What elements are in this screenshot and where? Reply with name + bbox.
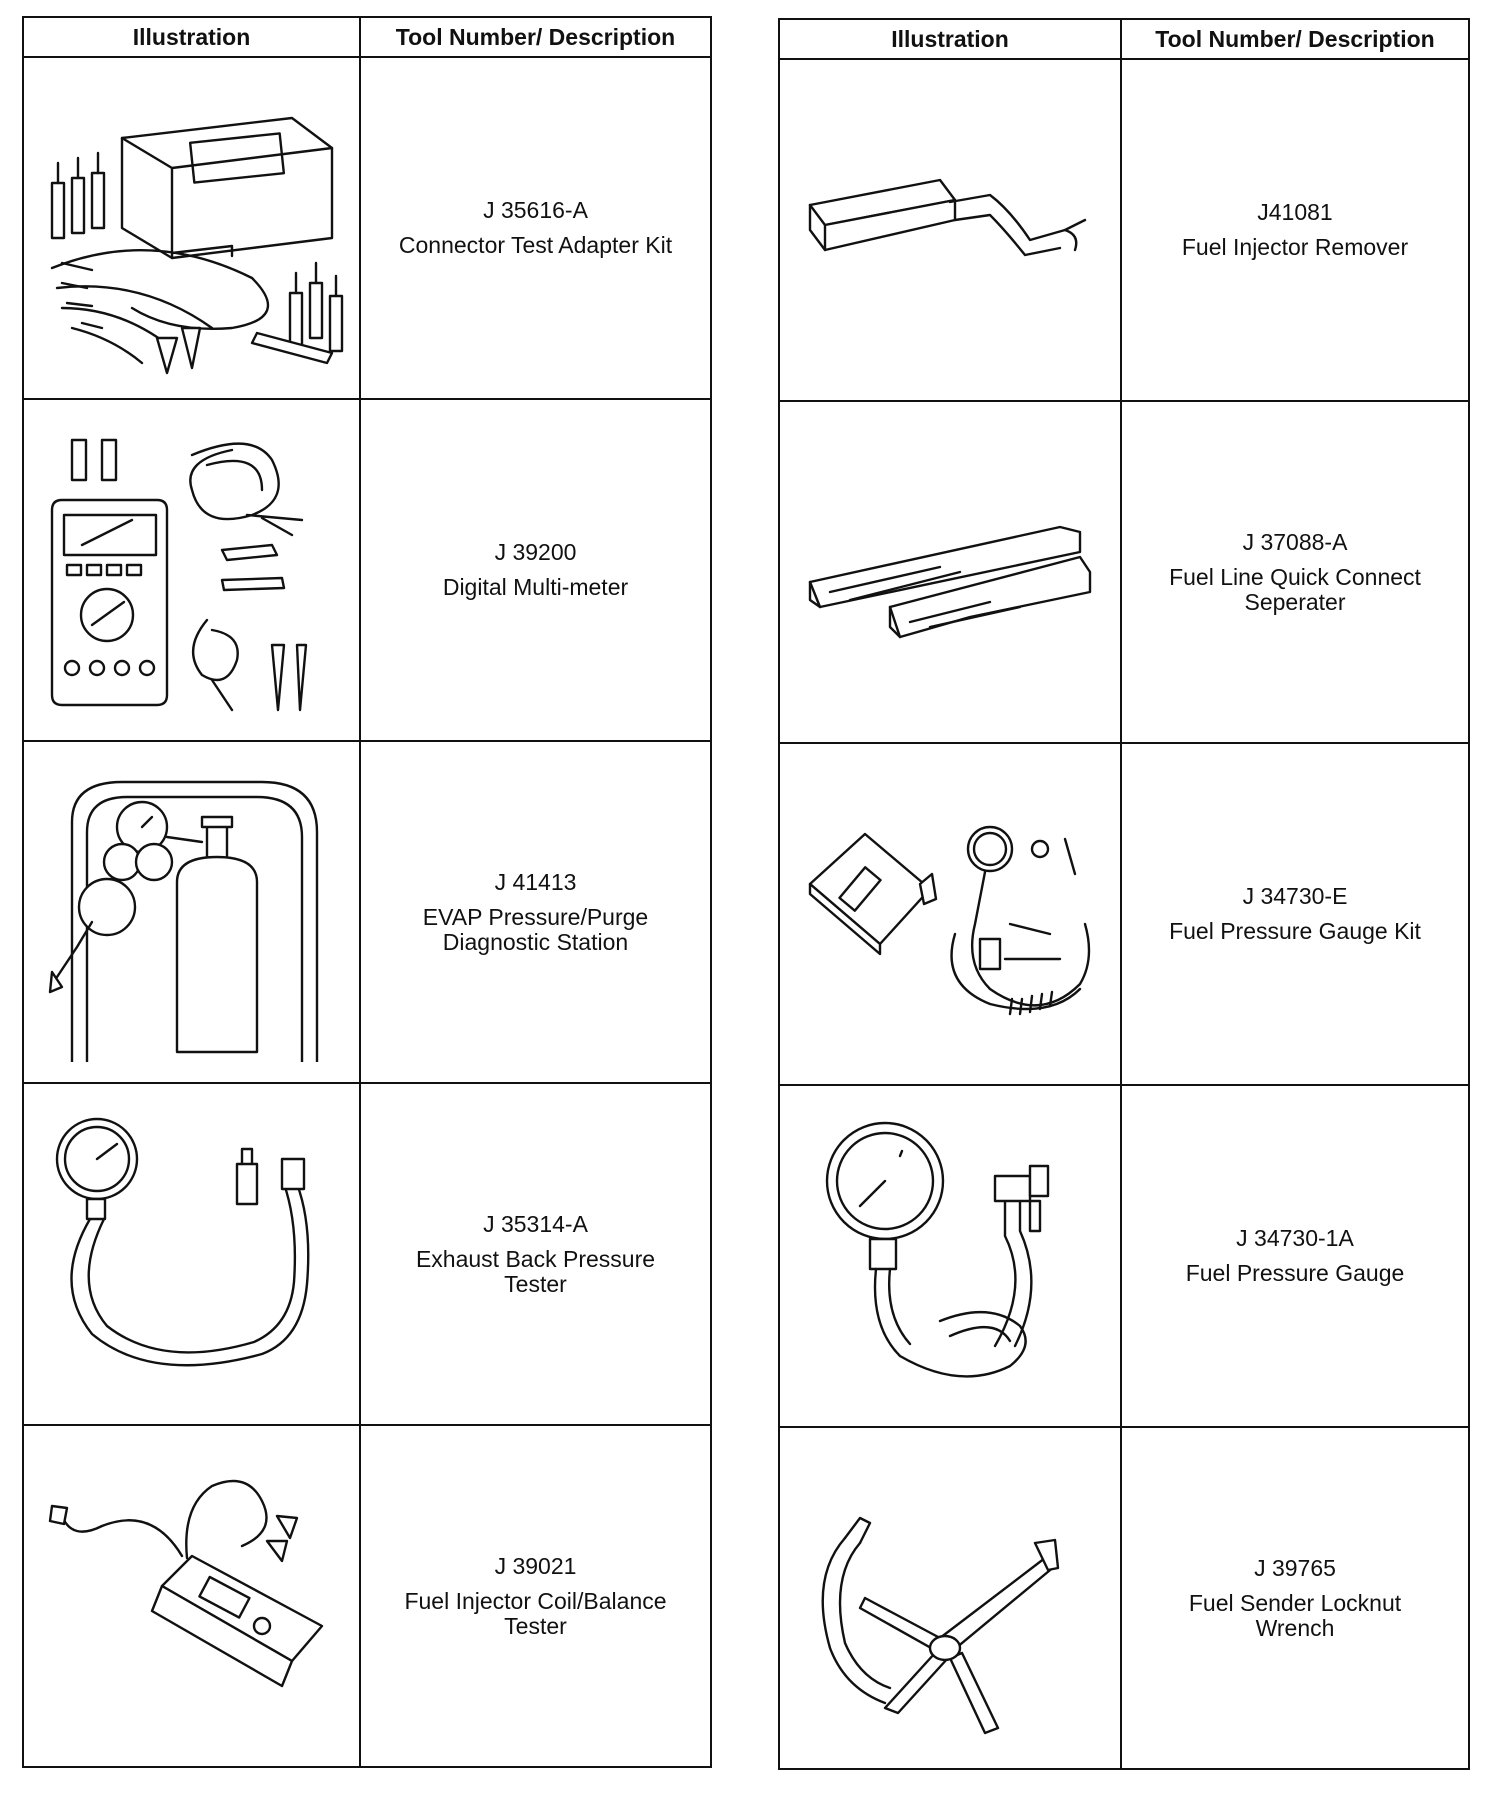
tool-number: J41081 xyxy=(1257,199,1333,225)
fuel-injector-remover-illustration xyxy=(790,80,1110,380)
fuel-line-quick-connect-separator-illustration xyxy=(790,422,1110,722)
table-row xyxy=(23,57,711,399)
illustration-cell xyxy=(23,741,360,1083)
tool-description-cell xyxy=(1121,743,1469,1085)
tool-description: EVAP Pressure/Purge Diagnostic Station xyxy=(422,903,649,955)
table-row xyxy=(23,1083,711,1425)
header-illustration: Illustration xyxy=(779,19,1121,59)
tool-number: J 34730-1A xyxy=(1236,1225,1354,1251)
tool-description-cell xyxy=(360,1425,711,1767)
tool-description: Digital Multi-meter xyxy=(442,574,629,600)
tool-description: Connector Test Adapter Kit xyxy=(398,232,673,258)
tool-description: Fuel Injector Coil/Balance Tester xyxy=(404,1587,667,1639)
fuel-sender-locknut-wrench-illustration xyxy=(790,1448,1110,1748)
tool-number: J 39765 xyxy=(1254,1554,1336,1581)
tool-description-cell xyxy=(1121,1085,1469,1427)
table-row xyxy=(779,743,1469,1085)
illustration-cell xyxy=(779,401,1121,743)
tool-description: Fuel Sender Locknut Wrench xyxy=(1188,1589,1402,1641)
tool-description: Exhaust Back Pressure Tester xyxy=(415,1245,656,1297)
exhaust-back-pressure-tester-illustration xyxy=(32,1104,352,1404)
table-row xyxy=(23,1425,711,1767)
illustration-cell xyxy=(779,1085,1121,1427)
tool-description: Fuel Pressure Gauge Kit xyxy=(1169,918,1421,944)
tool-description-cell xyxy=(360,741,711,1083)
tool-description-cell xyxy=(1121,1427,1469,1769)
tool-description-cell xyxy=(360,399,711,741)
illustration-cell xyxy=(23,399,360,741)
fuel-pressure-gauge-illustration xyxy=(790,1106,1110,1406)
header-tool-description: Tool Number/ Description xyxy=(1121,19,1469,59)
header-tool-description: Tool Number/ Description xyxy=(360,17,711,57)
table-header-row xyxy=(779,19,1469,59)
tool-number: J 34730-E xyxy=(1242,883,1348,909)
tool-description-cell xyxy=(1121,59,1469,401)
tool-number: J 35616-A xyxy=(483,197,588,223)
tool-description: Fuel Injector Remover xyxy=(1181,234,1409,260)
tool-number: J 39200 xyxy=(494,539,577,565)
digital-multimeter-illustration xyxy=(32,420,352,720)
tool-description: Fuel Pressure Gauge xyxy=(1185,1260,1405,1286)
illustration-cell xyxy=(779,743,1121,1085)
table-row xyxy=(23,741,711,1083)
illustration-cell xyxy=(779,59,1121,401)
illustration-cell xyxy=(779,1427,1121,1769)
tool-number: J 35314-A xyxy=(483,1210,588,1237)
tool-description-cell xyxy=(360,57,711,399)
tool-description: Fuel Line Quick Connect Seperater xyxy=(1169,563,1421,615)
tool-number: J 37088-A xyxy=(1242,528,1348,555)
tool-description-cell xyxy=(360,1083,711,1425)
fuel-injector-coil-balance-tester-illustration xyxy=(32,1446,352,1746)
left-tools-table xyxy=(22,16,712,1768)
tool-number: J 39021 xyxy=(494,1552,577,1579)
right-tools-table xyxy=(778,18,1470,1770)
table-row xyxy=(779,401,1469,743)
table-row xyxy=(779,59,1469,401)
tool-description-cell xyxy=(1121,401,1469,743)
illustration-cell xyxy=(23,1083,360,1425)
tool-number: J 41413 xyxy=(494,868,577,895)
table-row xyxy=(779,1085,1469,1427)
header-illustration: Illustration xyxy=(23,17,360,57)
connector-test-adapter-kit-illustration xyxy=(32,78,352,378)
table-row xyxy=(779,1427,1469,1769)
fuel-pressure-gauge-kit-illustration xyxy=(790,764,1110,1064)
evap-diagnostic-station-illustration xyxy=(32,762,352,1062)
table-row xyxy=(23,399,711,741)
illustration-cell xyxy=(23,57,360,399)
table-header-row xyxy=(23,17,711,57)
illustration-cell xyxy=(23,1425,360,1767)
